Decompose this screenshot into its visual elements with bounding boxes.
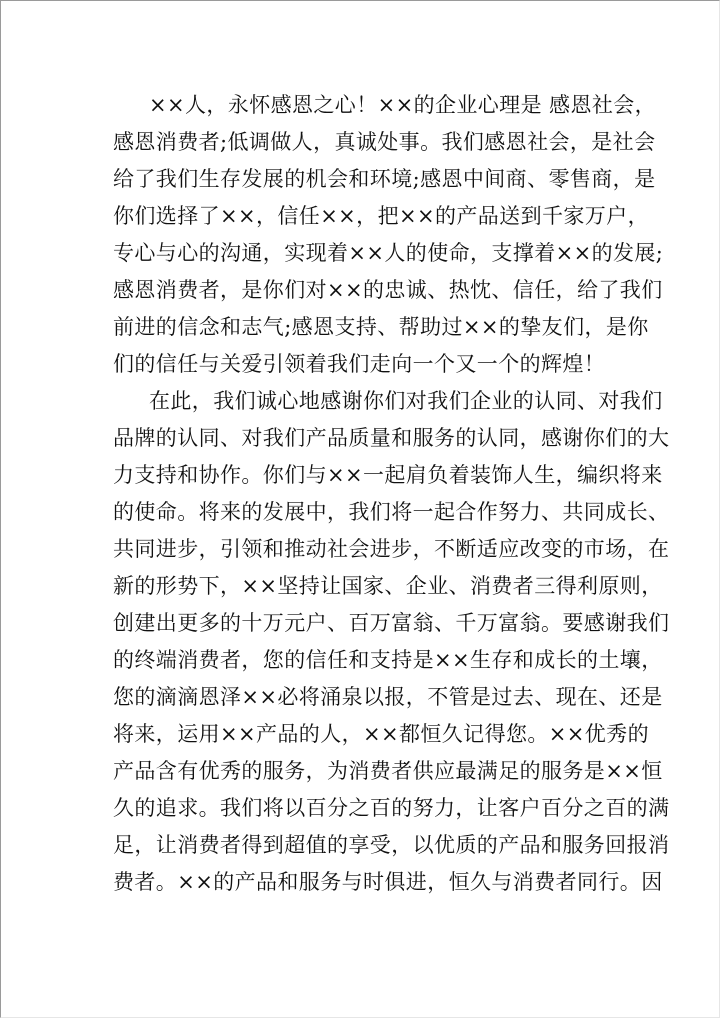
text-line: 新的形势下，××坚持让国家、企业、消费者三得利原则， xyxy=(113,574,663,598)
text-line: 专心与心的沟通，实现着××人的使命，支撑着××的发展; xyxy=(113,241,664,265)
text-line: 产品含有优秀的服务，为消费者供应最满足的服务是××恒 xyxy=(113,759,663,783)
text-line: 的终端消费者，您的信任和支持是××生存和成长的土壤， xyxy=(113,648,663,672)
text-line: 品牌的认同、对我们产品质量和服务的认同，感谢你们的大 xyxy=(113,426,670,450)
text-line: 们的信任与关爱引领着我们走向一个又一个的辉煌！ xyxy=(113,352,606,376)
text-line: 久的追求。我们将以百分之百的努力，让客户百分之百的满 xyxy=(113,796,670,820)
text-line: 将来，运用××产品的人，××都恒久记得您。××优秀的 xyxy=(113,722,649,746)
text-line: 创建出更多的十万元户、百万富翁、千万富翁。要感谢我们 xyxy=(113,611,670,635)
text-line: 在此，我们诚心地感谢你们对我们企业的认同、对我们 xyxy=(149,389,663,413)
text-line: 感恩消费者;低调做人，真诚处事。我们感恩社会，是社会 xyxy=(113,130,656,154)
text-line: 您的滴滴恩泽××必将涌泉以报，不管是过去、现在、还是 xyxy=(113,685,663,709)
text-line: 费者。××的产品和服务与时俱进，恒久与消费者同行。因 xyxy=(113,870,663,894)
text-line: 的使命。将来的发展中，我们将一起合作努力、共同成长、 xyxy=(113,500,670,524)
text-line: 足，让消费者得到超值的享受，以优质的产品和服务回报消 xyxy=(113,833,670,857)
text-line: 力支持和协作。你们与××一起肩负着装饰人生，编织将来 xyxy=(113,463,663,487)
text-line: 你们选择了××，信任××，把××的产品送到千家万户， xyxy=(113,204,649,228)
text-line: ××人，永怀感恩之心！××的企业心理是 感恩社会， xyxy=(149,93,657,117)
text-line: 共同进步，引领和推动社会进步，不断适应改变的市场，在 xyxy=(113,537,670,561)
body-text xyxy=(113,87,670,901)
text-line: 感恩消费者，是你们对××的忠诚、热忱、信任，给了我们 xyxy=(113,278,663,302)
text-line: 给了我们生存发展的机会和环境;感恩中间商、零售商，是 xyxy=(113,167,656,191)
text-line: 前进的信念和志气;感恩支持、帮助过××的挚友们，是你 xyxy=(113,315,649,339)
